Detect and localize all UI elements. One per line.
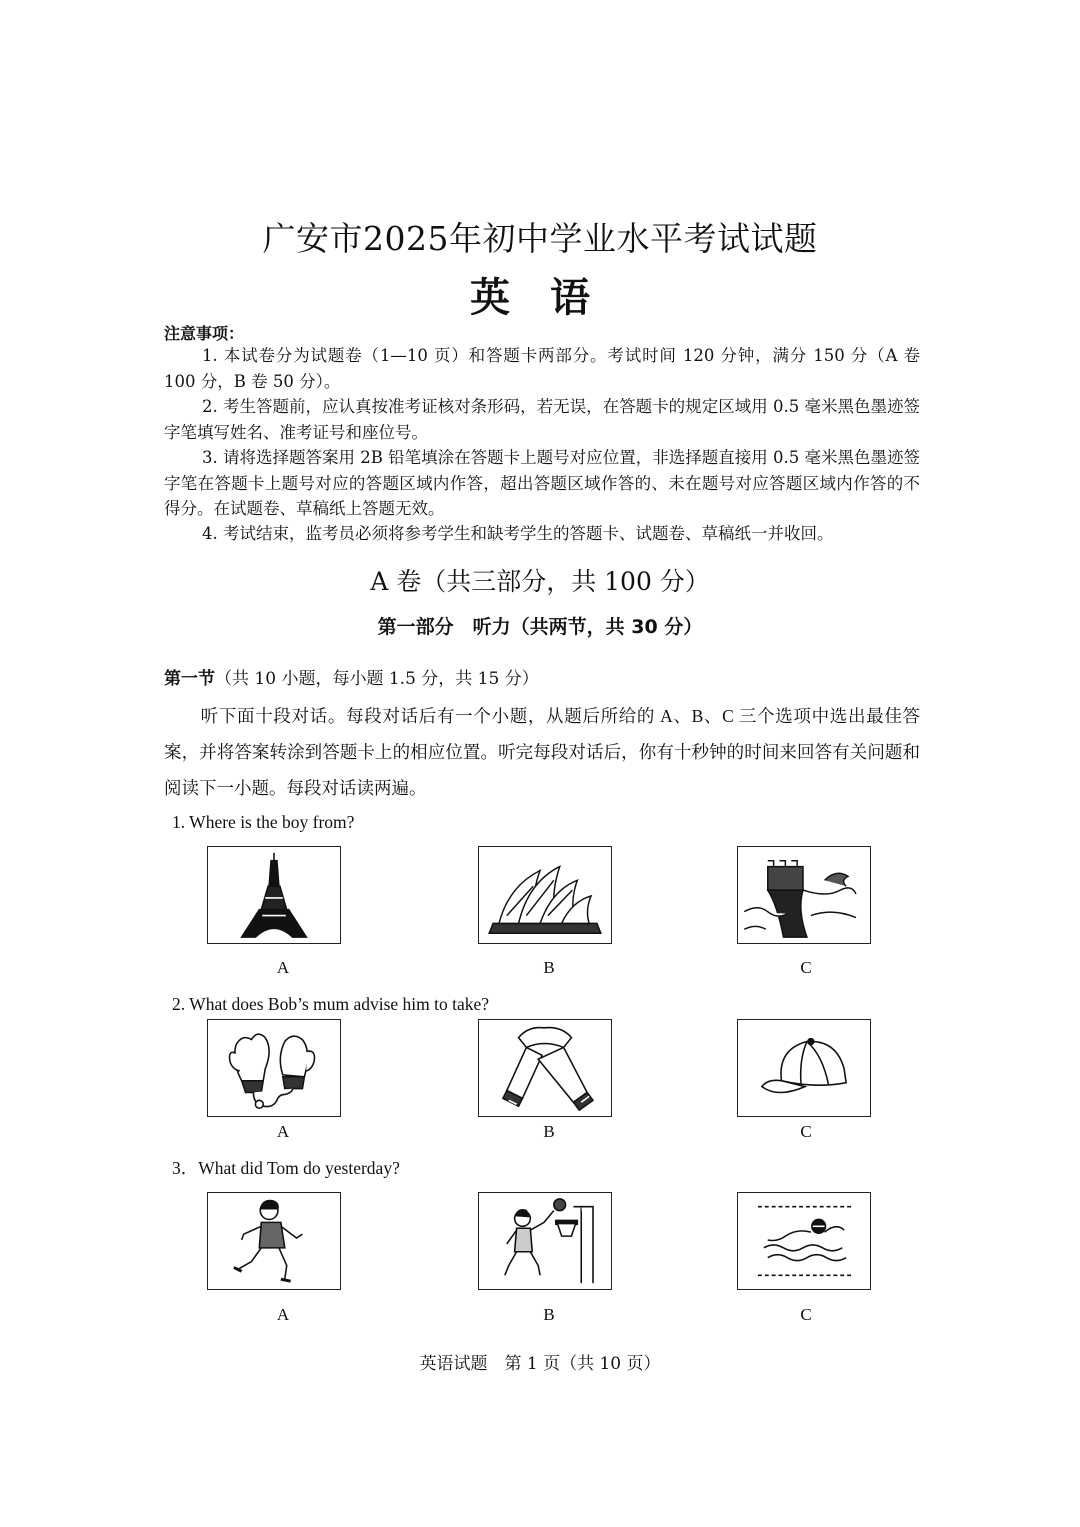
subject-title: 英语 [470, 274, 630, 321]
option-1c-label: C [800, 958, 812, 977]
question-1: 1. Where is the boy from? [172, 812, 355, 832]
option-1a-label: A [276, 958, 290, 977]
option-1a-image[interactable] [207, 846, 341, 944]
section1-label: 第一节 [164, 669, 215, 689]
option-2c-label: C [800, 1122, 812, 1141]
cap-icon [738, 1020, 870, 1116]
option-2b-label: B [543, 1122, 555, 1141]
instructions-text: 听下面十段对话。每段对话后有一个小题，从题后所给的 A、B、C 三个选项中选出最佳答案，并将答案转涂到答题卡上的相应位置。听完每段对话后，你有十秒钟的时间来回答有关问题和阅读下一小题。每段对话读两遍。 [164, 706, 920, 798]
section-a-heading: A 卷（共三部分，共 100 分） [370, 567, 710, 596]
exam-title: 广安市2025年初中学业水平考试试题 [262, 219, 818, 258]
notice-item-text: 4. 考试结束，监考员必须将参考学生和缺考学生的答题卡、试题卷、草稿纸一并收回。 [202, 524, 834, 543]
gloves-icon [208, 1020, 340, 1116]
option-3a-image[interactable] [207, 1192, 341, 1290]
page-footer: 英语试题 第 1 页（共 10 页） [419, 1354, 661, 1374]
option-3b-image[interactable] [478, 1192, 612, 1290]
option-2c-image[interactable] [737, 1019, 871, 1117]
eiffel-tower-icon [208, 847, 340, 943]
option-3a-label: A [276, 1305, 290, 1324]
notice-item-3 [164, 445, 920, 522]
option-2a-image[interactable] [207, 1019, 341, 1117]
notice-item-1 [164, 343, 920, 394]
part1-heading: 第一部分 听力（共两节，共 30 分） [377, 616, 703, 638]
option-1b-image[interactable] [478, 846, 612, 944]
notice-item-text: 3. 请将选择题答案用 2B 铅笔填涂在答题卡上题号对应位置，非选择题直接用 0.5 毫米黑色墨迹签字笔在答题卡上题号对应的答题区域内作答，超出答题区域作答的、未在题号对应答题区域内作答的不得分。在试题卷、草稿纸上答题无效。 [164, 448, 920, 518]
running-boy-icon [208, 1193, 340, 1289]
option-1c-image[interactable] [737, 846, 871, 944]
option-2a-label: A [276, 1122, 290, 1141]
question-3: 3．What did Tom do yesterday? [172, 1158, 400, 1178]
notice-item-4 [164, 521, 920, 547]
basketball-boy-icon [479, 1193, 611, 1289]
swimmer-icon [738, 1193, 870, 1289]
notice-item-text: 1. 本试卷分为试题卷（1—10 页）和答题卡两部分。考试时间 120 分钟，满分 150 分（A 卷 100 分，B 卷 50 分）。 [164, 346, 920, 391]
great-wall-icon [738, 847, 870, 943]
section1-detail: （共 10 小题，每小题 1.5 分，共 15 分） [215, 669, 539, 689]
option-3c-label: C [800, 1305, 812, 1324]
section1-instructions [164, 698, 920, 806]
option-3b-label: B [543, 1305, 555, 1324]
option-1b-label: B [543, 958, 555, 977]
notice-heading: 注意事项： [164, 324, 245, 343]
question-2: 2. What does Bob’s mum advise him to take? [172, 994, 490, 1014]
scarf-icon [479, 1020, 611, 1116]
notice-item-text: 2. 考生答题前，应认真按准考证核对条形码，若无误，在答题卡的规定区域用 0.5 毫米黑色墨迹签字笔填写姓名、准考证号和座位号。 [164, 397, 920, 442]
notice-item-2 [164, 394, 920, 445]
option-3c-image[interactable] [737, 1192, 871, 1290]
option-2b-image[interactable] [478, 1019, 612, 1117]
section1-heading [164, 664, 539, 689]
sydney-opera-house-icon [479, 847, 611, 943]
